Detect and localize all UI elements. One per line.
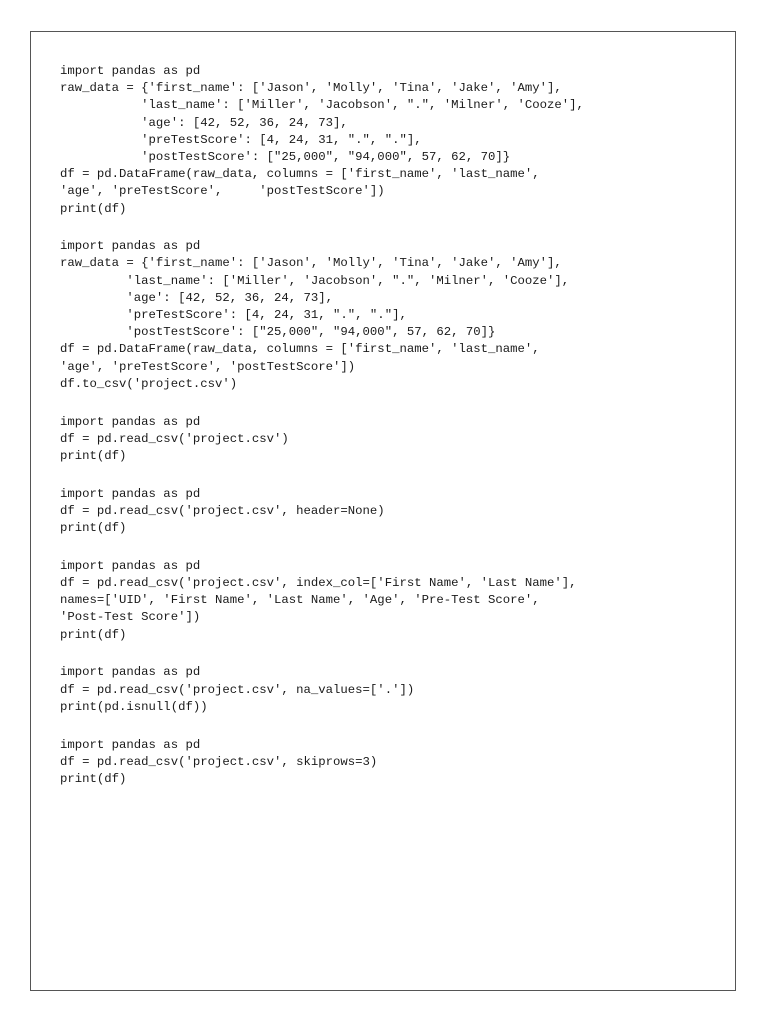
code-line: print(df) — [60, 201, 127, 216]
code-block — [60, 737, 690, 789]
code-line: names=['UID', 'First Name', 'Last Name', 'Age', 'Pre-Test Score', — [60, 593, 540, 608]
code-line: 'age': [42, 52, 36, 24, 73], — [60, 115, 348, 130]
code-line: 'Post-Test Score']) — [60, 610, 201, 625]
code-line: print(df) — [60, 627, 127, 642]
code-line: df.to_csv('project.csv') — [60, 376, 238, 391]
code-line: df = pd.read_csv('project.csv', skiprows=3) — [60, 754, 378, 769]
code-line: 'postTestScore': ["25,000", "94,000", 57, 62, 70]} — [60, 149, 511, 164]
code-line: df = pd.DataFrame(raw_data, columns = ['first_name', 'last_name', — [60, 167, 540, 182]
code-block — [60, 238, 690, 393]
code-line: raw_data = {'first_name': ['Jason', 'Molly', 'Tina', 'Jake', 'Amy'], — [60, 81, 562, 96]
code-line: import pandas as pd — [60, 737, 201, 752]
code-line: 'age', 'preTestScore', 'postTestScore']) — [60, 184, 385, 199]
code-line: df = pd.read_csv('project.csv') — [60, 431, 289, 446]
code-line: import pandas as pd — [60, 414, 201, 429]
code-line: import pandas as pd — [60, 558, 201, 573]
code-line: df = pd.read_csv('project.csv', na_values=['.']) — [60, 682, 415, 697]
code-line: import pandas as pd — [60, 239, 201, 254]
code-line: import pandas as pd — [60, 486, 201, 501]
code-block — [60, 414, 690, 466]
code-line: print(df) — [60, 521, 127, 536]
code-block — [60, 486, 690, 538]
code-line: 'last_name': ['Miller', 'Jacobson', ".", 'Milner', 'Cooze'], — [60, 273, 570, 288]
code-block — [60, 558, 690, 644]
code-line: raw_data = {'first_name': ['Jason', 'Molly', 'Tina', 'Jake', 'Amy'], — [60, 256, 562, 271]
code-line: import pandas as pd — [60, 64, 201, 78]
code-block — [60, 664, 690, 716]
code-listing — [60, 63, 690, 809]
code-line: 'preTestScore': [4, 24, 31, ".", "."], — [60, 308, 407, 323]
code-line: 'preTestScore': [4, 24, 31, ".", "."], — [60, 132, 422, 147]
code-line: df = pd.read_csv('project.csv', index_col=['First Name', 'Last Name'], — [60, 576, 577, 591]
code-line: print(df) — [60, 448, 127, 463]
code-line: 'age', 'preTestScore', 'postTestScore']) — [60, 359, 356, 374]
code-line: print(pd.isnull(df)) — [60, 699, 208, 714]
code-block — [60, 63, 690, 218]
code-line: df = pd.read_csv('project.csv', header=None) — [60, 503, 385, 518]
code-line: print(df) — [60, 771, 127, 786]
code-line: df = pd.DataFrame(raw_data, columns = ['first_name', 'last_name', — [60, 342, 540, 357]
code-line: 'age': [42, 52, 36, 24, 73], — [60, 290, 334, 305]
code-line: 'last_name': ['Miller', 'Jacobson', ".", 'Milner', 'Cooze'], — [60, 98, 584, 113]
code-line: 'postTestScore': ["25,000", "94,000", 57, 62, 70]} — [60, 325, 496, 340]
code-line: import pandas as pd — [60, 665, 201, 680]
